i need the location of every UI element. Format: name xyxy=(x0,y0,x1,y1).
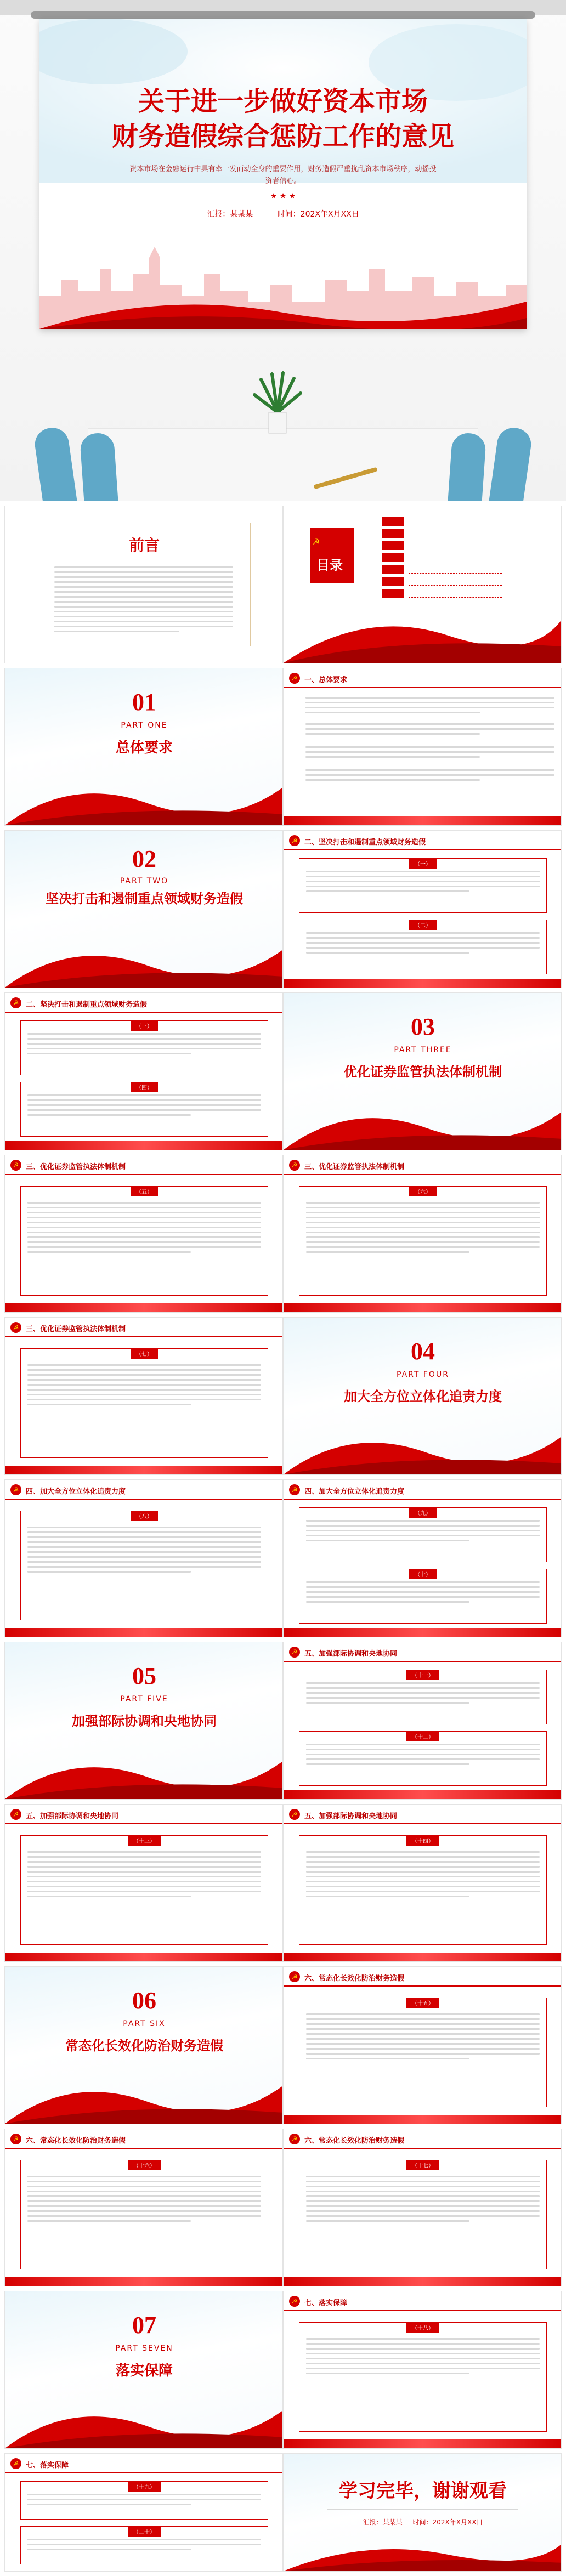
req-text-1 xyxy=(305,697,554,717)
chair-left-2 xyxy=(80,432,119,501)
content-box xyxy=(299,1507,547,1562)
end-meta xyxy=(284,2517,562,2527)
box-tag: （二） xyxy=(409,920,437,930)
slide-3-content-a xyxy=(4,1155,283,1313)
box-text xyxy=(27,1851,261,1900)
red-ribbon xyxy=(5,1733,283,1799)
header-title: 二、坚决打击和遏制重点领域财务造假 xyxy=(26,1001,148,1009)
box-tag: （二十） xyxy=(128,2526,161,2537)
end-time: 时间：202X年X月XX日 xyxy=(412,2518,483,2526)
header-title: 一、总体要求 xyxy=(304,676,348,684)
box-text xyxy=(306,1581,540,1606)
footer-ribbon xyxy=(284,2115,562,2124)
emblem-icon: ☭ xyxy=(10,1322,21,1333)
box-text xyxy=(306,871,540,895)
part2-title: 坚决打击和遏制重点领域财务造假 xyxy=(46,892,243,906)
slide-part7 xyxy=(4,2291,283,2449)
end-divider xyxy=(327,2509,518,2510)
city-skyline-icon xyxy=(39,236,527,329)
part4-title: 加大全方位立体化追责力度 xyxy=(344,1390,502,1404)
red-ribbon xyxy=(284,1084,562,1150)
footer-ribbon xyxy=(284,816,562,825)
slide-header xyxy=(284,1805,562,1824)
part1-title: 总体要求 xyxy=(115,740,173,756)
slide-part4 xyxy=(283,1317,562,1475)
slide-6-content-a xyxy=(283,1966,562,2124)
slide-preface xyxy=(4,506,283,663)
content-box xyxy=(299,2160,547,2269)
part3-num: 03 xyxy=(411,1013,435,1040)
chair-left xyxy=(33,425,78,501)
slide-header xyxy=(5,1155,283,1175)
header-title: 三、优化证券监管执法体制机制 xyxy=(304,1163,405,1171)
red-ribbon xyxy=(284,597,562,663)
slide-end xyxy=(283,2453,562,2572)
box-tag: （十一） xyxy=(406,1670,439,1680)
slide-req xyxy=(283,668,562,826)
box-tag: （十） xyxy=(409,1569,437,1579)
time-label: 时间：202X年X月XX日 xyxy=(277,210,359,219)
box-tag: （三） xyxy=(131,1020,158,1031)
box-text xyxy=(306,1202,540,1256)
content-box xyxy=(299,2322,547,2432)
slide-part3 xyxy=(283,992,562,1150)
slide-5-content-a xyxy=(283,1642,562,1800)
content-box xyxy=(299,1998,547,2107)
header-title: 五、加强部际协调和央地协同 xyxy=(304,1812,398,1820)
slide-header xyxy=(284,668,562,688)
footer-ribbon xyxy=(5,1141,283,1150)
footer-ribbon xyxy=(5,2277,283,2286)
box-tag: （十三） xyxy=(128,1835,161,1846)
box-tag: （五） xyxy=(131,1186,158,1196)
box-tag: （四） xyxy=(131,1082,158,1092)
box-text xyxy=(306,1682,540,1707)
emblem-icon: ☭ xyxy=(289,835,300,846)
part5-title: 加强部际协调和央地协同 xyxy=(72,1715,217,1729)
content-box xyxy=(20,1835,268,1945)
emblem-icon: ☭ xyxy=(289,1160,300,1171)
red-ribbon xyxy=(5,759,283,825)
box-text xyxy=(27,1094,261,1119)
slide-part6 xyxy=(4,1966,283,2124)
slide-header xyxy=(284,2129,562,2149)
content-box xyxy=(20,1186,268,1296)
hero-scene xyxy=(0,0,566,501)
preface-title: 前言 xyxy=(128,537,160,554)
slide-4-content-a xyxy=(4,1479,283,1637)
slide-header xyxy=(5,1480,283,1500)
part4-en: PART FOUR xyxy=(397,1370,449,1379)
header-title: 六、常态化长效化防治财务造假 xyxy=(26,2137,126,2145)
end-presenter: 汇报：某某某 xyxy=(363,2518,403,2526)
req-text-2 xyxy=(305,723,554,738)
part1-en: PART ONE xyxy=(121,721,168,730)
emblem-icon: ☭ xyxy=(10,1484,21,1495)
slide-toc xyxy=(283,506,562,663)
box-tag: （十五） xyxy=(406,1998,439,2008)
part6-title: 常态化长效化防治财务造假 xyxy=(65,2039,223,2053)
box-text xyxy=(306,932,540,957)
footer-ribbon xyxy=(284,2439,562,2448)
emblem-icon: ☭ xyxy=(289,2296,300,2307)
footer-ribbon xyxy=(284,1953,562,1961)
emblem-icon: ☭ xyxy=(10,1809,21,1820)
emblem-icon: ☭ xyxy=(289,1647,300,1658)
content-box xyxy=(20,1348,268,1458)
end-title: 学习完毕，谢谢观看 xyxy=(339,2481,507,2501)
part5-num: 05 xyxy=(132,1663,156,1689)
content-box xyxy=(20,2481,268,2520)
slide-header xyxy=(5,1318,283,1337)
content-box xyxy=(20,1082,268,1137)
footer-ribbon xyxy=(284,2277,562,2286)
header-title: 四、加大全方位立体化追责力度 xyxy=(26,1488,126,1496)
hero-subtitle: 资本市场在金融运行中具有牵一发而动全身的重要作用，财务造假严重扰乱资本市场秩序，动摇投资者信心。 xyxy=(129,165,437,185)
part2-num: 02 xyxy=(132,846,156,872)
part7-title: 落实保障 xyxy=(115,2363,173,2379)
slide-header xyxy=(284,2291,562,2311)
header-title: 七、落实保障 xyxy=(26,2461,69,2470)
preface-text xyxy=(54,566,233,636)
part7-en: PART SEVEN xyxy=(115,2344,173,2353)
box-tag: （十二） xyxy=(406,1731,439,1741)
box-text xyxy=(306,2013,540,2063)
part5-en: PART FIVE xyxy=(120,1695,168,1704)
hero-title-block xyxy=(39,84,527,219)
part3-en: PART THREE xyxy=(394,1046,452,1054)
box-tag: （十八） xyxy=(406,2322,439,2333)
slide-2-content-a xyxy=(283,830,562,988)
red-ribbon xyxy=(5,922,283,988)
slide-header xyxy=(284,1155,562,1175)
box-text xyxy=(27,1202,261,1256)
content-box xyxy=(299,1569,547,1624)
box-tag: （一） xyxy=(409,858,437,869)
footer-ribbon xyxy=(5,1466,283,1474)
content-box xyxy=(299,1670,547,1724)
header-title: 三、优化证券监管执法体制机制 xyxy=(26,1325,126,1334)
toc-title: 目录 xyxy=(316,559,343,573)
footer-ribbon xyxy=(284,1628,562,1637)
slide-6-content-c xyxy=(283,2129,562,2286)
box-text xyxy=(27,1527,261,1576)
box-text xyxy=(306,2176,540,2225)
part6-en: PART SIX xyxy=(123,2019,166,2028)
red-ribbon xyxy=(5,2382,283,2448)
slide-7-content-b xyxy=(4,2453,283,2572)
req-text-3 xyxy=(305,746,554,761)
slide-header xyxy=(284,1642,562,1662)
content-box xyxy=(299,920,547,974)
projector-bar xyxy=(31,11,535,19)
hero-title-line1: 关于进一步做好资本市场 xyxy=(138,87,428,116)
box-tag: （八） xyxy=(131,1511,158,1521)
emblem-icon: ☭ xyxy=(10,2134,21,2144)
slide-3-content-b xyxy=(283,1155,562,1313)
slide-7-content-a xyxy=(283,2291,562,2449)
content-box xyxy=(299,858,547,913)
box-text xyxy=(306,1744,540,1768)
box-text xyxy=(27,1033,261,1058)
red-ribbon xyxy=(284,2533,562,2571)
footer-ribbon xyxy=(5,1628,283,1637)
header-title: 五、加强部际协调和央地协同 xyxy=(26,1812,119,1820)
chair-right xyxy=(447,432,486,501)
box-tag: （十七） xyxy=(406,2160,439,2170)
presenter-label: 汇报：某某某 xyxy=(207,210,253,219)
slide-3-content-c xyxy=(4,1317,283,1475)
part1-num: 01 xyxy=(132,689,156,716)
hero-meta xyxy=(39,208,527,219)
part4-num: 04 xyxy=(411,1338,435,1365)
emblem-icon: ☭ xyxy=(289,1484,300,1495)
header-title: 七、落实保障 xyxy=(304,2299,348,2307)
slide-5-content-c xyxy=(283,1804,562,1962)
emblem-icon: ☭ xyxy=(289,2134,300,2144)
conference-table xyxy=(88,428,478,501)
emblem-icon: ☭ xyxy=(10,997,21,1008)
footer-ribbon xyxy=(284,1790,562,1799)
footer-ribbon xyxy=(284,1303,562,1312)
plant-icon xyxy=(250,368,305,434)
content-box xyxy=(299,1835,547,1945)
header-title: 六、常态化长效化防治财务造假 xyxy=(304,1974,405,1983)
star-row: ★ ★ ★ xyxy=(270,192,296,201)
part2-en: PART TWO xyxy=(120,877,169,886)
header-title: 二、坚决打击和遏制重点领域财务造假 xyxy=(304,838,426,847)
content-box xyxy=(20,2526,268,2564)
part6-num: 06 xyxy=(132,1987,156,2014)
box-tag: （十四） xyxy=(406,1835,439,1846)
header-title: 四、加大全方位立体化追责力度 xyxy=(304,1488,405,1496)
red-ribbon xyxy=(5,2058,283,2124)
slide-header xyxy=(284,1967,562,1987)
red-ribbon xyxy=(284,1409,562,1474)
slide-5-content-b xyxy=(4,1804,283,1962)
slide-part2 xyxy=(4,830,283,988)
slide-header xyxy=(5,1805,283,1824)
content-box xyxy=(20,1511,268,1620)
content-box xyxy=(299,1186,547,1296)
box-tag: （十六） xyxy=(128,2160,161,2170)
emblem-icon: ☭ xyxy=(289,1809,300,1820)
slide-header xyxy=(5,993,283,1013)
box-text xyxy=(27,2494,261,2509)
slide-header xyxy=(5,2129,283,2149)
emblem-icon: ☭ xyxy=(10,1160,21,1171)
emblem-icon: ☭ xyxy=(289,1971,300,1982)
header-title: 五、加强部际协调和央地协同 xyxy=(304,1650,398,1658)
box-text xyxy=(306,1851,540,1900)
part7-num: 07 xyxy=(132,2312,156,2339)
box-text xyxy=(306,2338,540,2378)
box-text xyxy=(306,1520,540,1545)
footer-ribbon xyxy=(5,1303,283,1312)
emblem-icon: ☭ xyxy=(289,673,300,684)
content-box xyxy=(20,1020,268,1075)
part3-title: 优化证券监管执法体制机制 xyxy=(344,1065,502,1080)
box-tag: （六） xyxy=(409,1186,437,1196)
box-text xyxy=(27,2176,261,2225)
content-box xyxy=(20,2160,268,2269)
slide-4-content-b xyxy=(283,1479,562,1637)
slide-header xyxy=(284,831,562,850)
box-text xyxy=(27,1364,261,1409)
slide-2-content-b xyxy=(4,992,283,1150)
box-tag: （七） xyxy=(131,1348,158,1359)
emblem-icon: ☭ xyxy=(312,537,320,547)
content-box xyxy=(299,1731,547,1786)
footer-ribbon xyxy=(5,1953,283,1961)
footer-ribbon xyxy=(284,979,562,988)
slide-part1 xyxy=(4,668,283,826)
slide-part5 xyxy=(4,1642,283,1800)
header-title: 六、常态化长效化防治财务造假 xyxy=(304,2137,405,2145)
box-tag: （九） xyxy=(409,1507,437,1518)
chair-right-2 xyxy=(488,425,533,501)
req-text-4 xyxy=(305,769,554,784)
slide-header xyxy=(284,1480,562,1500)
slide-6-content-b xyxy=(4,2129,283,2286)
hero-title-line2: 财务造假综合惩防工作的意见 xyxy=(111,122,454,151)
header-title: 三、优化证券监管执法体制机制 xyxy=(26,1163,126,1171)
slide-header xyxy=(5,2454,283,2473)
emblem-icon: ☭ xyxy=(10,2458,21,2469)
box-tag: （十九） xyxy=(128,2481,161,2492)
projection-screen xyxy=(39,19,527,329)
box-text xyxy=(27,2539,261,2554)
